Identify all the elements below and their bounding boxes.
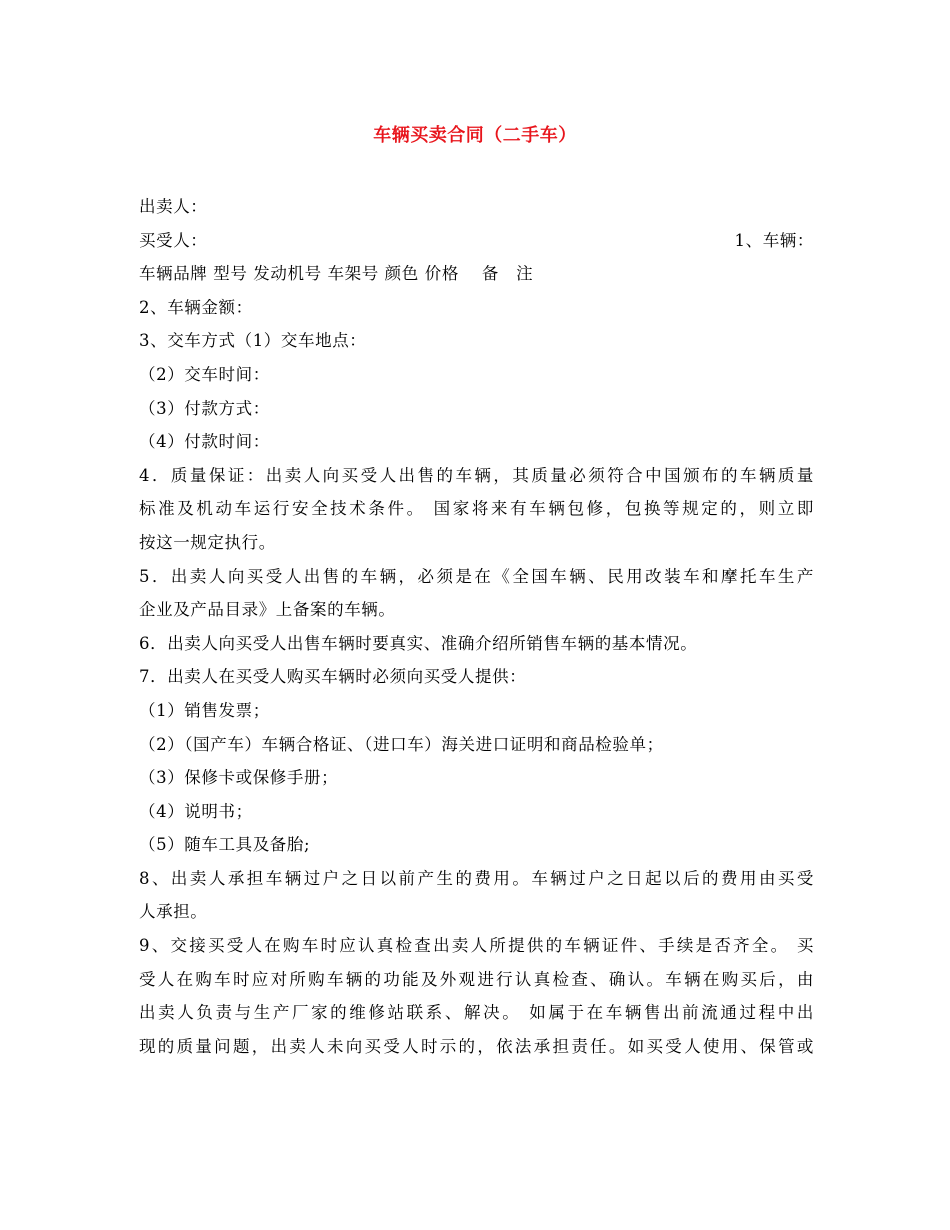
clause-9-line-4: 现的质量问题，出卖人未向买受人时示的，依法承担责任。如买受人使用、保管或 — [139, 1036, 814, 1056]
buyer-vehicle-line — [139, 224, 814, 258]
delivery-place-line: 3、交车方式（1）交车地点： — [139, 331, 367, 351]
document-title: 车辆买卖合同（二手车） — [373, 125, 577, 146]
vehicle-heading: 1、车辆： — [734, 230, 814, 250]
clause-8-line-2: 人承担。 — [139, 902, 208, 922]
clause-5-line-1: 5．出卖人向买受人出售的车辆，必须是在《全国车辆、民用改装车和摩托车生产 — [139, 566, 814, 586]
clause-4-line-1: 4．质量保证：出卖人向买受人出售的车辆，其质量必须符合中国颁布的车辆质量 — [139, 465, 814, 485]
document-body — [139, 190, 814, 1063]
clause-7-item-1: （1）销售发票； — [139, 700, 270, 720]
delivery-time-line: （2）交车时间： — [139, 364, 270, 384]
clause-6-line: 6．出卖人向买受人出售车辆时要真实、准确介绍所销售车辆的基本情况。 — [139, 633, 698, 653]
clause-7-item-4: （4）说明书； — [139, 801, 253, 821]
clause-9-line-2: 受人在购车时应对所购车辆的功能及外观进行认真检查、确认。车辆在购买后，由 — [139, 969, 814, 989]
clause-7-line: 7．出卖人在买受人购买车辆时必须向买受人提供： — [139, 667, 527, 687]
clause-7-item-5: （5）随车工具及备胎; — [139, 835, 311, 855]
clause-4-line-2: 标准及机动车运行安全技术条件。 国家将来有车辆包修，包换等规定的，则立即 — [139, 499, 814, 519]
clause-9-line-3: 出卖人负责与生产厂家的维修站联系、解决。 如属于在车辆售出前流通过程中出 — [139, 1003, 814, 1023]
seller-line: 出卖人： — [139, 197, 208, 216]
payment-method-line: （3）付款方式： — [139, 398, 270, 418]
vehicle-amount-line: 2、车辆金额： — [139, 297, 253, 317]
payment-time-line: （4）付款时间： — [139, 432, 270, 452]
clause-8-line-1: 8、出卖人承担车辆过户之日以前产生的费用。车辆过户之日起以后的费用由买受 — [139, 868, 814, 888]
clause-9-line-1: 9、交接买受人在购车时应认真检查出卖人所提供的车辆证件、手续是否齐全。 买 — [139, 936, 814, 956]
clause-7-item-2: （2）（国产车）车辆合格证、（进口车）海关进口证明和商品检验单； — [139, 734, 664, 754]
clause-5-line-2: 企业及产品目录》上备案的车辆。 — [139, 600, 396, 620]
clause-4-line-3: 按这一规定执行。 — [139, 532, 276, 552]
vehicle-columns-line: 车辆品牌 型号 发动机号 车架号 颜色 价格 备 注 — [139, 264, 534, 284]
clause-7-item-3: （3）保修卡或保修手册； — [139, 768, 339, 788]
buyer-label: 买受人： — [139, 230, 208, 250]
